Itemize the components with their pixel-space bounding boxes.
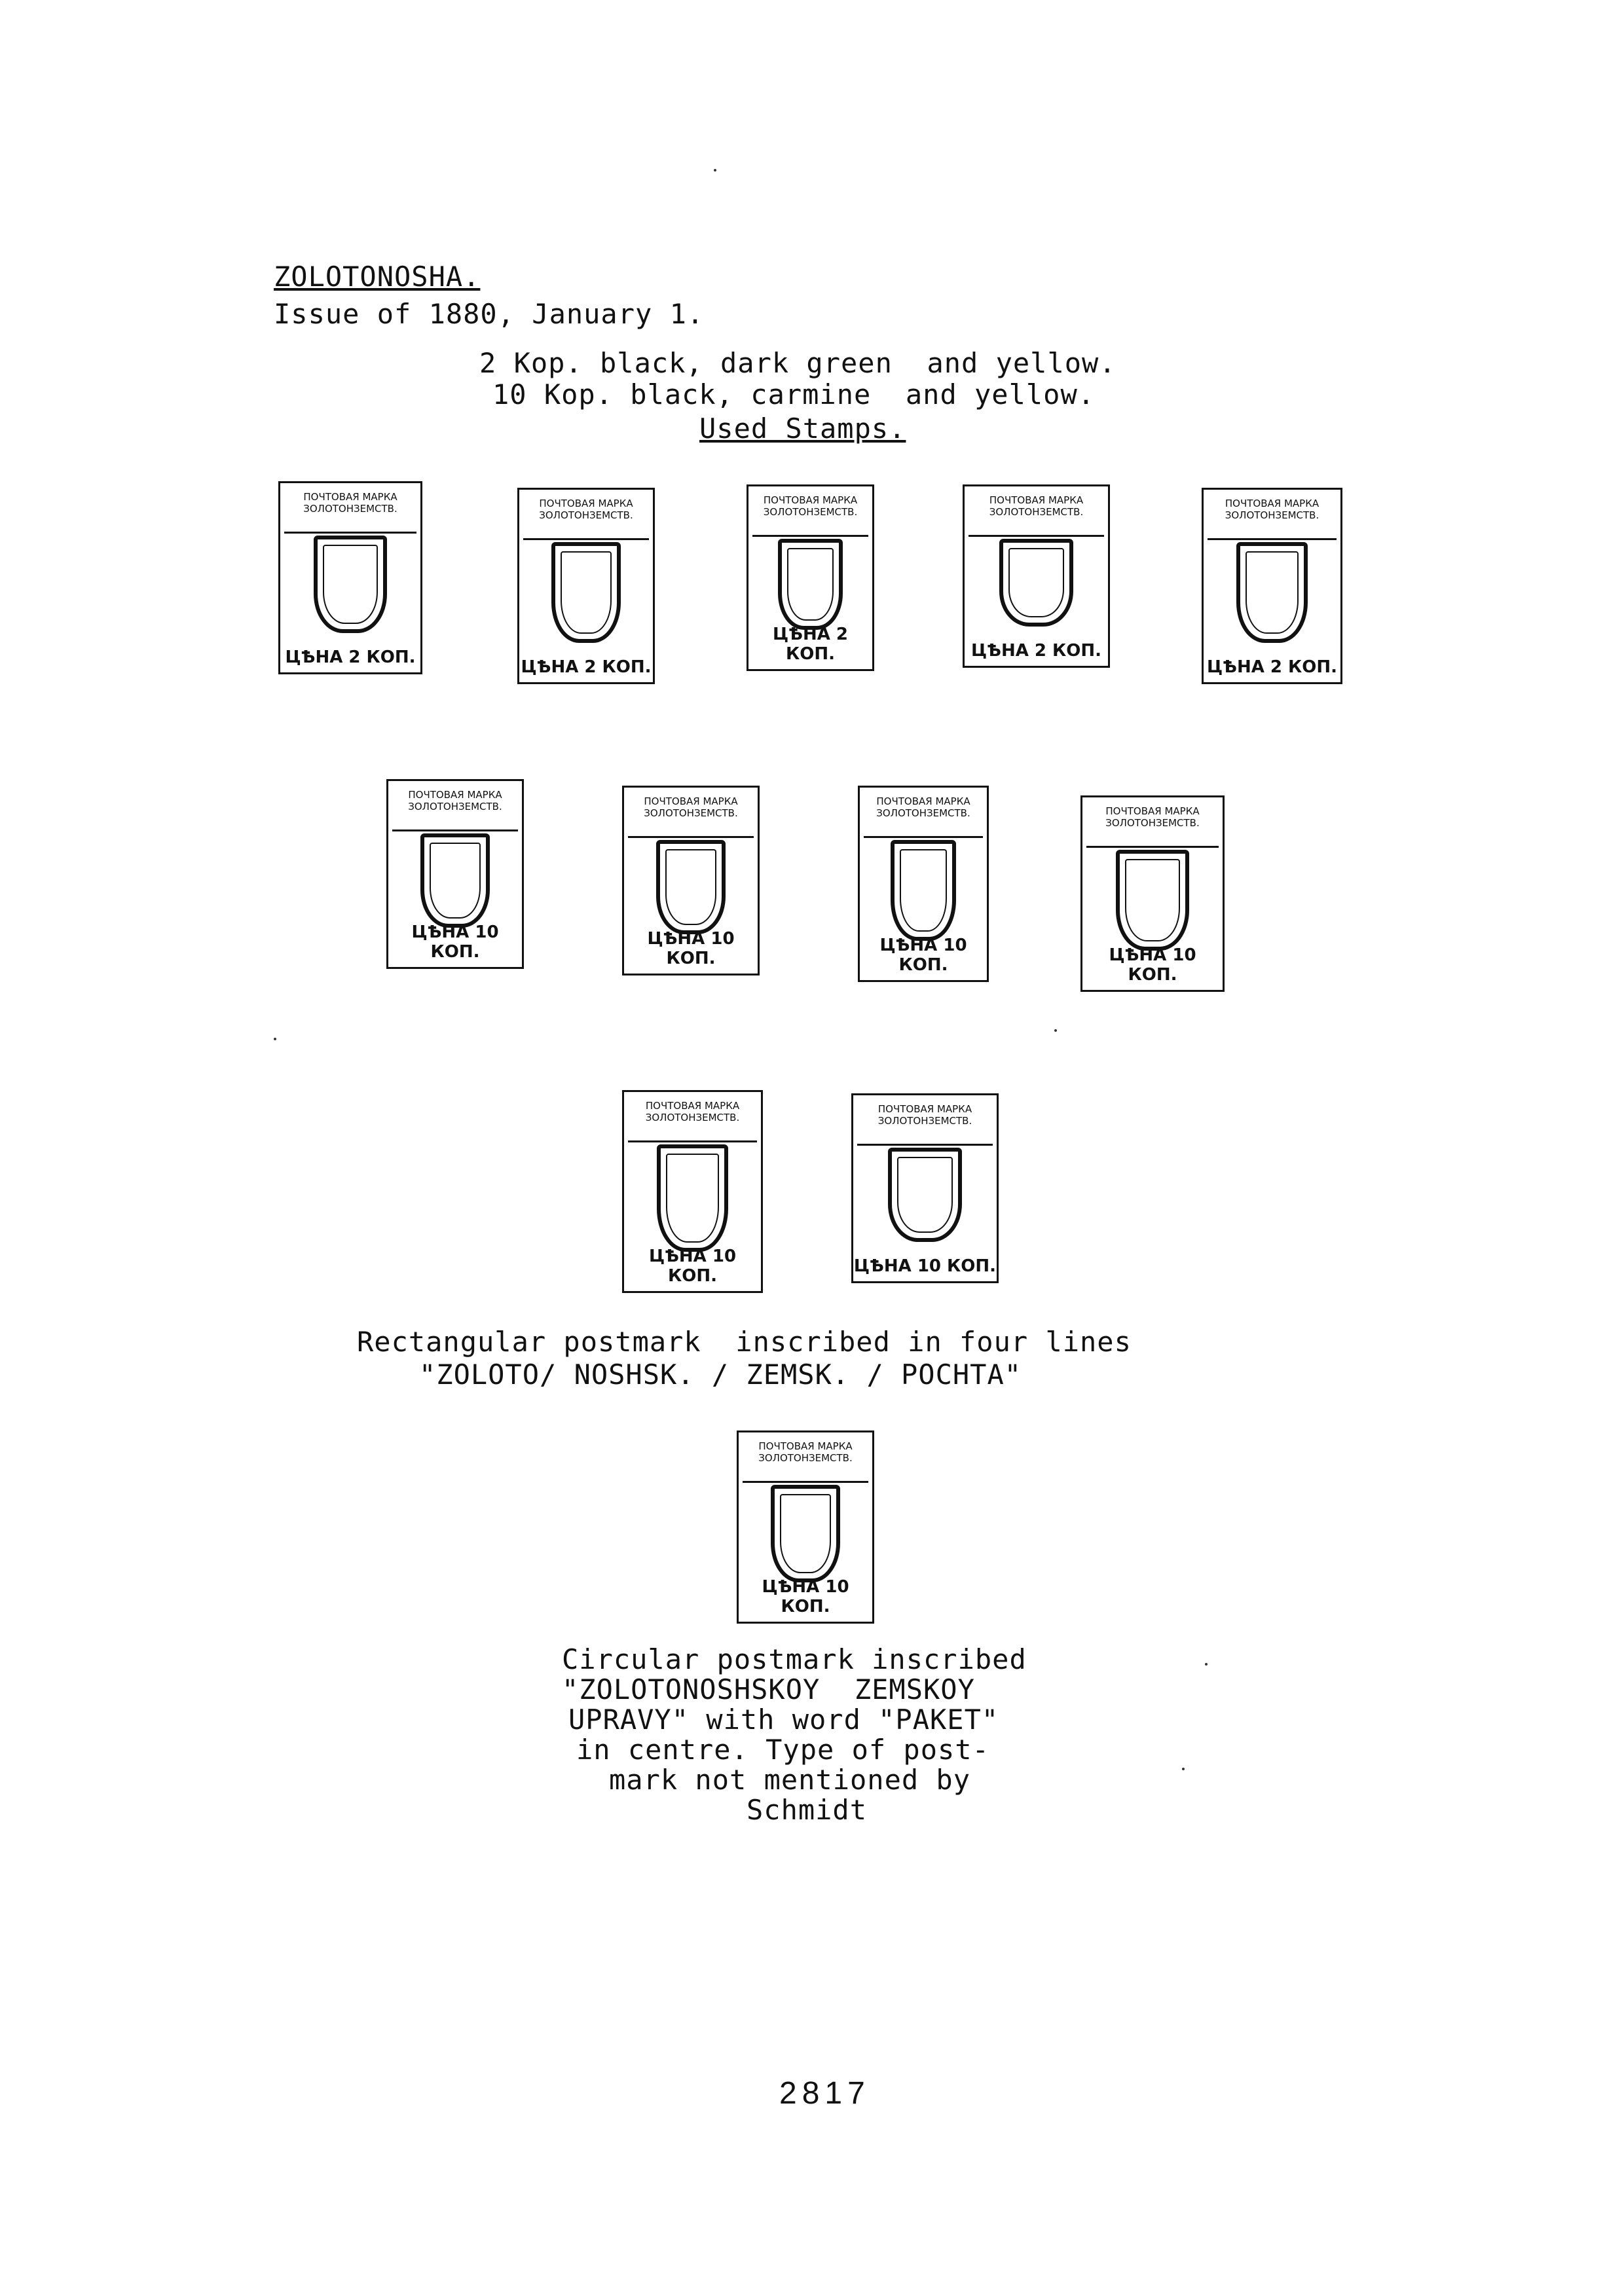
stamp-inscription-2: ЗОЛОТОНЗЕМСТВ. bbox=[763, 506, 858, 518]
rect-postmark-caption-line-1: Rectangular postmark inscribed in four lines bbox=[357, 1326, 1132, 1358]
shield-emblem bbox=[999, 539, 1074, 627]
shield-emblem bbox=[420, 833, 490, 928]
stamp-image bbox=[278, 481, 422, 674]
stamp-image bbox=[1080, 795, 1225, 992]
stamp-image bbox=[1202, 488, 1342, 684]
shield-emblem bbox=[656, 840, 726, 934]
stamp-inscription-1: ПОЧТОВАЯ МАРКА bbox=[644, 795, 738, 807]
shield-emblem bbox=[888, 1148, 963, 1242]
shield-emblem bbox=[551, 542, 621, 643]
stamp-inscription-1: ПОЧТОВАЯ МАРКА bbox=[763, 494, 858, 506]
stamp-inscription-1: ПОЧТОВАЯ МАРКА bbox=[408, 789, 502, 801]
stamp-image bbox=[858, 786, 989, 982]
stamp-inscription-2: ЗОЛОТОНЗЕМСТВ. bbox=[303, 503, 397, 515]
shield-emblem bbox=[314, 536, 386, 633]
stamp-inscription-1: ПОЧТОВАЯ МАРКА bbox=[877, 1103, 972, 1115]
stamp-inscription-1: ПОЧТОВАЯ МАРКА bbox=[1105, 805, 1200, 817]
circ-postmark-caption-line-2: "ZOLOTONOSHSKOY ZEMSKOY bbox=[562, 1673, 975, 1705]
stamp-image bbox=[851, 1093, 999, 1283]
scan-speck bbox=[274, 1038, 276, 1040]
used-stamps-label: Used Stamps. bbox=[699, 412, 906, 445]
stamp-value: ЦѢНА 2 КОП. bbox=[285, 647, 416, 667]
stamp-inscription-1: ПОЧТОВАЯ МАРКА bbox=[1225, 498, 1320, 509]
stamp-line-10kop: 10 Kop. black, carmine and yellow. bbox=[492, 378, 1096, 410]
scan-speck bbox=[1205, 1663, 1208, 1666]
stamp-line-2kop: 2 Kop. black, dark green and yellow. bbox=[479, 347, 1116, 379]
stamp-image bbox=[386, 779, 524, 969]
stamp-inscription-2: ЗОЛОТОНЗЕМСТВ. bbox=[877, 1115, 972, 1127]
stamp-value: ЦѢНА 10 КОП. bbox=[647, 929, 735, 968]
stamp-inscription-2: ЗОЛОТОНЗЕМСТВ. bbox=[876, 807, 970, 819]
circ-postmark-caption-line-4: in centre. Type of post- bbox=[576, 1734, 989, 1766]
shield-emblem bbox=[778, 539, 842, 630]
stamp-inscription-2: ЗОЛОТОНЗЕМСТВ. bbox=[645, 1112, 740, 1123]
rect-postmark-caption-line-2: "ZOLOTO/ NOSHSK. / ZEMSK. / POCHTA" bbox=[419, 1358, 1022, 1391]
circ-postmark-caption-line-1: Circular postmark inscribed bbox=[562, 1643, 1027, 1675]
stamp-inscription-1: ПОЧТОВАЯ МАРКА bbox=[758, 1440, 853, 1452]
stamp-image bbox=[737, 1430, 874, 1624]
stamp-inscription-1: ПОЧТОВАЯ МАРКА bbox=[539, 498, 633, 509]
stamp-inscription-1: ПОЧТОВАЯ МАРКА bbox=[989, 494, 1084, 506]
circ-postmark-caption-line-3: UPRAVY" with word "PAKET" bbox=[568, 1704, 999, 1736]
shield-emblem bbox=[891, 840, 957, 941]
stamp-image bbox=[622, 1090, 763, 1293]
stamp-inscription-2: ЗОЛОТОНЗЕМСТВ. bbox=[644, 807, 738, 819]
scan-speck bbox=[714, 169, 716, 172]
stamp-image bbox=[517, 488, 655, 684]
stamp-value: ЦѢНА 10 КОП. bbox=[411, 922, 499, 962]
stamp-inscription-2: ЗОЛОТОНЗЕМСТВ. bbox=[408, 801, 502, 812]
stamp-value: ЦѢНА 2 КОП. bbox=[521, 657, 652, 677]
shield-emblem bbox=[1236, 542, 1308, 643]
stamp-image bbox=[622, 786, 760, 975]
stamp-inscription-1: ПОЧТОВАЯ МАРКА bbox=[303, 491, 397, 503]
circ-postmark-caption-line-6: Schmidt bbox=[747, 1794, 868, 1826]
stamp-value: ЦѢНА 10 КОП. bbox=[1109, 945, 1196, 985]
stamp-inscription-1: ПОЧТОВАЯ МАРКА bbox=[645, 1100, 740, 1112]
circ-postmark-caption-line-5: mark not mentioned by bbox=[609, 1764, 971, 1796]
stamp-inscription-1: ПОЧТОВАЯ МАРКА bbox=[876, 795, 970, 807]
stamp-inscription-2: ЗОЛОТОНЗЕМСТВ. bbox=[758, 1452, 853, 1464]
scan-speck bbox=[1054, 1029, 1057, 1032]
stamp-value: ЦѢНА 2 КОП. bbox=[1206, 657, 1338, 677]
stamp-inscription-2: ЗОЛОТОНЗЕМСТВ. bbox=[1105, 817, 1200, 829]
stamp-inscription-2: ЗОЛОТОНЗЕМСТВ. bbox=[539, 509, 633, 521]
issue-line: Issue of 1880, January 1. bbox=[274, 298, 705, 330]
stamp-inscription-2: ЗОЛОТОНЗЕМСТВ. bbox=[1225, 509, 1320, 521]
stamp-value: ЦѢНА 10 КОП. bbox=[879, 936, 967, 975]
stamp-value: ЦѢНА 2 КОП. bbox=[970, 641, 1102, 661]
stamp-inscription-2: ЗОЛОТОНЗЕМСТВ. bbox=[989, 506, 1084, 518]
page-number: 2817 bbox=[779, 2076, 870, 2111]
stamp-value: ЦѢНА 10 КОП. bbox=[762, 1577, 849, 1616]
stamp-image bbox=[963, 484, 1110, 668]
stamp-value: ЦѢНА 10 КОП. bbox=[853, 1256, 997, 1276]
shield-emblem bbox=[1116, 850, 1189, 951]
stamp-value: ЦѢНА 10 КОП. bbox=[648, 1247, 737, 1286]
stamp-image bbox=[747, 484, 874, 671]
scan-speck bbox=[1182, 1768, 1185, 1770]
shield-emblem bbox=[771, 1485, 840, 1582]
title-heading: ZOLOTONOSHA. bbox=[274, 261, 481, 293]
shield-emblem bbox=[657, 1144, 728, 1252]
stamp-value: ЦѢНА 2 КОП. bbox=[773, 625, 848, 664]
